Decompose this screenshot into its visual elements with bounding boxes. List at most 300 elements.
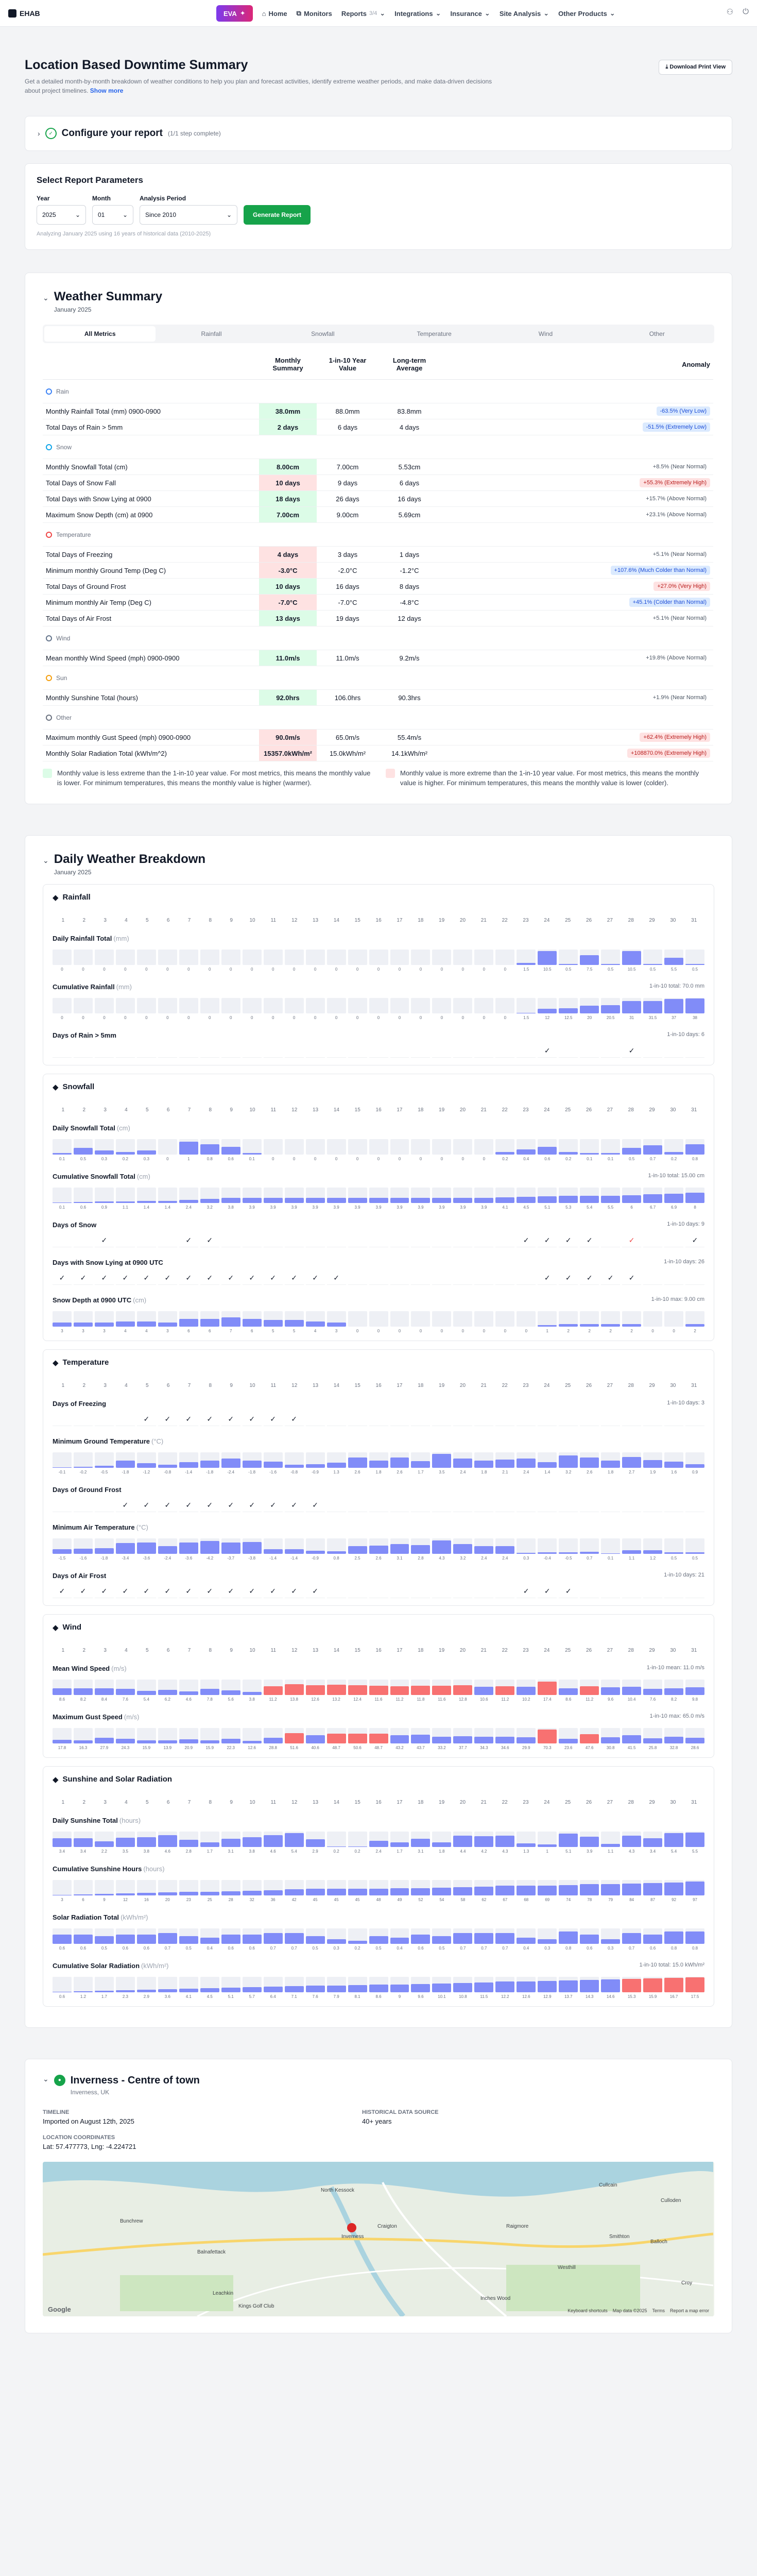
bar: [411, 1680, 430, 1695]
bar: [95, 1977, 114, 1992]
day-flag: ✓: [53, 1587, 72, 1598]
monthly-value: 8.00cm: [259, 459, 317, 475]
bar-value: 0: [61, 1015, 63, 1020]
show-more-link[interactable]: Show more: [90, 87, 124, 94]
bar-value: 5: [293, 1328, 296, 1333]
bar: [200, 1538, 219, 1554]
bar-value: 0.7: [460, 1945, 466, 1951]
bar-value: 7.8: [207, 1697, 213, 1702]
row-label: Daily Sunshine Total: [53, 1816, 118, 1824]
day-number: 8: [209, 1647, 212, 1653]
configure-report-card[interactable]: [25, 116, 732, 151]
bar: [264, 1832, 283, 1847]
day-flag: ✓: [243, 1274, 262, 1285]
tab-5[interactable]: Other: [649, 330, 665, 337]
bar-value: 0.8: [207, 1156, 213, 1161]
app-logo[interactable]: EHAB: [8, 9, 40, 18]
day-number: 15: [354, 1647, 360, 1653]
bar: [116, 1452, 135, 1468]
day-flag: [685, 1415, 704, 1426]
chevron-down-icon: ⌄: [609, 9, 615, 17]
location-map[interactable]: [43, 2162, 714, 2316]
chevron-down-icon[interactable]: ⌄: [43, 2074, 49, 2083]
group-header: Rain: [43, 380, 713, 403]
bar: [179, 950, 198, 965]
monthly-value: -7.0°C: [259, 595, 317, 611]
location-name: Inverness - Centre of town: [70, 2074, 200, 2086]
year-select[interactable]: 2025 ⌄: [37, 205, 86, 225]
day-number: 24: [544, 1107, 550, 1113]
day-flag: [580, 1415, 599, 1426]
bar-value: 1.8: [439, 1849, 445, 1854]
summary-legend: [25, 761, 732, 804]
bar-value: 0.2: [354, 1945, 360, 1951]
bar-value: 70.3: [543, 1745, 552, 1750]
anomaly-badge: +1.9% (Near Normal): [652, 694, 707, 701]
bar-value: 0: [103, 1015, 106, 1020]
bar-value: 7.1: [291, 1994, 297, 1999]
bar: [221, 1832, 240, 1847]
one-in-ten-value: 9 days: [317, 475, 378, 491]
bar-value: 17.8: [58, 1745, 66, 1750]
bar: [432, 950, 451, 965]
day-number: 27: [607, 1647, 613, 1653]
day-flag: [517, 1046, 536, 1058]
day-flag: [200, 1046, 219, 1058]
one-in-ten-value: 65.0m/s: [317, 730, 378, 745]
bar: [559, 950, 578, 965]
map-credit[interactable]: Keyboard shortcuts: [567, 2308, 608, 2313]
bar: [74, 1139, 93, 1155]
day-flag: [517, 1274, 536, 1285]
bar: [622, 1311, 641, 1327]
bar-value: 0: [271, 1156, 274, 1161]
user-icon[interactable]: ⚇: [726, 8, 734, 16]
bar-value: 8.6: [375, 1994, 382, 1999]
bar-value: 2.6: [354, 1469, 360, 1475]
metric-name: Mean monthly Wind Speed (mph) 0900-0900: [43, 650, 259, 666]
day-flag: [664, 1236, 683, 1247]
summary-row: [43, 563, 713, 579]
bar: [95, 1452, 114, 1468]
bar: [432, 1832, 451, 1847]
tab-0[interactable]: All Metrics: [44, 326, 156, 342]
day-flag: [474, 1274, 493, 1285]
day-number: 29: [649, 1647, 655, 1653]
bar-value: -3.4: [122, 1555, 129, 1561]
configure-meta: (1/1 step complete): [168, 130, 221, 137]
bar: [685, 950, 704, 965]
bar-value: 36: [270, 1897, 276, 1902]
bar: [685, 1977, 704, 1992]
bar-value: 0.6: [544, 1156, 550, 1161]
bar-value: 12.4: [353, 1697, 362, 1702]
day-number: 31: [691, 1799, 697, 1805]
bar-value: 0.1: [587, 1156, 593, 1161]
day-number: 28: [628, 1647, 634, 1653]
bar-value: 0.2: [671, 1156, 677, 1161]
tab-4[interactable]: Wind: [538, 330, 553, 337]
bar: [179, 1188, 198, 1203]
bar: [580, 1832, 599, 1847]
day-flag: [538, 1415, 557, 1426]
day-flag: ✓: [137, 1501, 156, 1512]
row-label: Cumulative Solar Radiation: [53, 1961, 140, 1970]
day-number: 9: [230, 1647, 233, 1653]
day-flag: [95, 1501, 114, 1512]
nav-site-analysis[interactable]: Site Analysis ⌄: [499, 9, 549, 18]
day-flag: [643, 1236, 662, 1247]
bar: [74, 1311, 93, 1327]
day-number: 6: [166, 1647, 170, 1653]
bar: [285, 1832, 304, 1847]
nav-home[interactable]: ⌂ Home: [262, 9, 287, 18]
day-number: 5: [146, 917, 149, 923]
day-flag: [411, 1501, 430, 1512]
bar: [601, 1311, 620, 1327]
bar-value: -1.8: [122, 1469, 129, 1475]
day-flag: [474, 1415, 493, 1426]
bar: [432, 1139, 451, 1155]
bar-value: -0.2: [79, 1469, 87, 1475]
bar: [158, 1139, 177, 1155]
day-number: 3: [104, 1799, 107, 1805]
year-label: Year: [37, 195, 50, 202]
day-flag: ✓: [200, 1415, 219, 1426]
bar-value: 2.6: [397, 1469, 403, 1475]
day-flag: [116, 1415, 135, 1426]
bar-value: 0: [398, 967, 401, 972]
bar: [221, 950, 240, 965]
generate-report-button[interactable]: Generate Report: [244, 205, 311, 225]
bar-value: 28.8: [269, 1745, 277, 1750]
bar: [137, 1188, 156, 1203]
bar-value: 0.4: [523, 1156, 529, 1161]
bar-value: 37.7: [459, 1745, 467, 1750]
bar-value: 11.2: [395, 1697, 404, 1702]
nav-reports[interactable]: Reports 3/4 ⌄: [341, 9, 386, 18]
bar: [306, 1538, 325, 1554]
bar-value: 17.4: [543, 1697, 552, 1702]
bar-value: 13.8: [290, 1697, 298, 1702]
row-unit: (°C): [151, 1437, 164, 1445]
bar: [327, 1452, 346, 1468]
tab-3[interactable]: Temperature: [417, 330, 452, 337]
bar: [495, 950, 514, 965]
bar: [538, 1680, 557, 1695]
map-place-label: Raigmore: [506, 2223, 529, 2229]
metric-name: Total Days of Air Frost: [43, 611, 259, 626]
bar-value: 0: [230, 1015, 232, 1020]
bar: [601, 998, 620, 1013]
chevron-down-icon[interactable]: ⌄: [43, 856, 49, 865]
bar-value: 49: [397, 1897, 402, 1902]
bar-value: 51.6: [290, 1745, 298, 1750]
bar: [643, 1311, 662, 1327]
bar-value: 0.5: [671, 1555, 677, 1561]
nav-insurance[interactable]: Insurance ⌄: [450, 9, 490, 18]
bar: [221, 1188, 240, 1203]
bar: [495, 1538, 514, 1554]
day-flag: [664, 1046, 683, 1058]
bar-value: 0: [124, 967, 127, 972]
top-right-icons: [727, 7, 749, 16]
map-credit[interactable]: Map data ©2025: [612, 2308, 647, 2313]
bar: [327, 1188, 346, 1203]
row-label: Cumulative Rainfall: [53, 982, 115, 991]
row-unit: (°C): [136, 1523, 148, 1531]
bar: [348, 1139, 367, 1155]
group-icon: [46, 388, 52, 395]
bar: [179, 1728, 198, 1743]
bar: [538, 1452, 557, 1468]
day-number: 22: [502, 1382, 508, 1388]
bar: [601, 1188, 620, 1203]
day-flag: [664, 1415, 683, 1426]
bar: [179, 998, 198, 1013]
bar: [664, 1311, 683, 1327]
bar: [643, 1680, 662, 1695]
chevron-down-icon[interactable]: ⌄: [43, 294, 49, 302]
row-unit: (cm): [133, 1296, 147, 1304]
day-number: 19: [439, 1382, 445, 1388]
bar: [200, 1880, 219, 1895]
bar-value: 0.1: [608, 1156, 614, 1161]
day-number: 22: [502, 917, 508, 923]
day-flag: [601, 1236, 620, 1247]
day-flag: [601, 1415, 620, 1426]
bar-value: 4.5: [523, 1205, 529, 1210]
bar: [453, 1452, 472, 1468]
map-place-label: Bunchrew: [120, 2218, 143, 2224]
bar: [53, 1139, 72, 1155]
anomaly-badge: +45.1% (Colder than Normal): [629, 598, 710, 607]
nav-monitors[interactable]: ⧉ Monitors: [296, 9, 332, 18]
bar-value: 0: [271, 1015, 274, 1020]
day-number: 7: [187, 1382, 191, 1388]
bar-value: 43.2: [395, 1745, 404, 1750]
day-number: 4: [125, 1107, 128, 1113]
group-header: Snow: [43, 435, 713, 459]
tab-2[interactable]: Snowfall: [311, 330, 335, 337]
nav-integrations[interactable]: Integrations ⌄: [394, 9, 441, 18]
bar: [495, 1832, 514, 1847]
chevron-down-icon: ⌄: [122, 211, 128, 218]
nav-other-products[interactable]: Other Products ⌄: [558, 9, 615, 18]
bar: [158, 1928, 177, 1944]
summary-row: [43, 419, 713, 435]
day-flag: [264, 1236, 283, 1247]
download-print-view-button[interactable]: ⤓ Download Print View: [659, 60, 732, 75]
day-flag: [580, 1501, 599, 1512]
month-label: Month: [92, 195, 111, 202]
bar-value: 11.8: [417, 1697, 425, 1702]
map-credit[interactable]: Report a map error: [669, 2308, 709, 2313]
bar: [264, 1728, 283, 1743]
daily-row: [53, 1259, 704, 1285]
day-flag: [264, 1046, 283, 1058]
bar-value: 5.5: [692, 1849, 698, 1854]
bar: [390, 1832, 409, 1847]
bar: [538, 1928, 557, 1944]
bar: [179, 1880, 198, 1895]
day-flag: [453, 1587, 472, 1598]
bar: [432, 1928, 451, 1944]
bar-value: 0.8: [671, 1945, 677, 1951]
bar-value: 4.4: [460, 1849, 466, 1854]
day-flag: ✓: [221, 1274, 240, 1285]
day-flag: [432, 1236, 451, 1247]
bar-value: 3.9: [418, 1205, 424, 1210]
day-number: 20: [459, 917, 466, 923]
day-flag: ✓: [95, 1236, 114, 1247]
bar-value: 0: [124, 1015, 127, 1020]
bar: [495, 1452, 514, 1468]
map-place-label: Balnafettack: [197, 2249, 226, 2255]
row-unit: (hours): [119, 1816, 141, 1824]
bar-value: 1.7: [418, 1469, 424, 1475]
day-flag: [243, 1236, 262, 1247]
bar-value: 0.8: [565, 1945, 572, 1951]
bar: [685, 1188, 704, 1203]
bar: [369, 1928, 388, 1944]
bar: [243, 1832, 262, 1847]
day-flag: ✓: [538, 1274, 557, 1285]
bar: [116, 1311, 135, 1327]
bar-value: 3.9: [333, 1205, 339, 1210]
summary-subtitle: January 2025: [54, 306, 92, 313]
day-flag: ✓: [622, 1236, 641, 1247]
bar-value: 12.9: [543, 1994, 552, 1999]
day-number: 16: [375, 1107, 382, 1113]
bar: [495, 998, 514, 1013]
bar: [179, 1139, 198, 1155]
day-number: 18: [418, 1647, 424, 1653]
month-select[interactable]: 01 ⌄: [92, 205, 133, 225]
summary-row: [43, 507, 713, 523]
day-flag: ✓: [580, 1274, 599, 1285]
day-number: 19: [439, 1647, 445, 1653]
bar: [285, 1139, 304, 1155]
col-anomaly: Anomaly: [440, 349, 713, 380]
metric-tabs: [43, 325, 714, 343]
tab-1[interactable]: Rainfall: [201, 330, 222, 337]
bar: [432, 1680, 451, 1695]
col-long-term-average: Long-term Average: [378, 349, 440, 380]
bar-value: 67: [503, 1897, 508, 1902]
bar-value: 0: [293, 967, 296, 972]
day-number: 31: [691, 1107, 697, 1113]
chevron-right-icon: ›: [38, 129, 40, 138]
bar-value: 3.9: [439, 1205, 445, 1210]
bar-value: -1.2: [143, 1469, 150, 1475]
day-number: 13: [312, 917, 319, 923]
bar: [432, 1311, 451, 1327]
bar: [74, 1680, 93, 1695]
bar: [580, 1188, 599, 1203]
bar-value: 0: [398, 1156, 401, 1161]
row-unit: (kWh/m²): [141, 1961, 169, 1970]
bar-value: 0: [166, 1156, 169, 1161]
bar-value: 15.3: [627, 1994, 636, 1999]
bar-value: 0.3: [101, 1156, 107, 1161]
eva-button[interactable]: EVA ✦: [216, 5, 253, 22]
bar: [453, 1188, 472, 1203]
metric-name: Minimum monthly Air Temp (Deg C): [43, 595, 259, 611]
bar-value: 3.9: [291, 1205, 297, 1210]
bar: [179, 1977, 198, 1992]
bar-value: 7.6: [122, 1697, 128, 1702]
bar: [95, 1880, 114, 1895]
bar: [432, 1880, 451, 1895]
metric-name: Monthly Snowfall Total (cm): [43, 459, 259, 475]
day-flag: [390, 1415, 409, 1426]
day-flag: [474, 1046, 493, 1058]
bar-value: 2.6: [375, 1555, 382, 1561]
bar-value: 5.4: [143, 1697, 149, 1702]
bar-value: 0: [356, 1015, 359, 1020]
bar: [580, 1139, 599, 1155]
legend-green-text: Monthly value is less extreme than the 1-in-10 year value. For most metrics, this means the monthly value is lower. For minimum temperatures, this means the monthly value is higher (warmer).: [57, 769, 371, 787]
bar: [685, 1680, 704, 1695]
bar-value: 3.6: [164, 1994, 170, 1999]
bar: [369, 1880, 388, 1895]
bar-value: 0: [335, 1156, 338, 1161]
bar-value: -0.9: [312, 1469, 319, 1475]
bar-value: 12.6: [248, 1745, 256, 1750]
bar-value: 5.7: [249, 1994, 255, 1999]
bar: [137, 1139, 156, 1155]
day-number: 15: [354, 917, 360, 923]
bar-value: 2.7: [629, 1469, 635, 1475]
day-number: 3: [104, 1647, 107, 1653]
row-label: Days of Air Frost: [53, 1571, 107, 1580]
bar: [559, 1977, 578, 1992]
day-number: 24: [544, 1799, 550, 1805]
day-flag: [369, 1415, 388, 1426]
day-flag: [495, 1236, 514, 1247]
bar-value: 0.6: [59, 1945, 65, 1951]
bar-value: 3: [103, 1328, 106, 1333]
day-flag: ✓: [306, 1587, 325, 1598]
map-credit[interactable]: Terms: [652, 2308, 665, 2313]
power-icon[interactable]: ⏻: [743, 7, 749, 16]
one-in-ten-value: 3 days: [317, 547, 378, 563]
bar: [285, 1452, 304, 1468]
daily-row: [53, 1523, 704, 1561]
bar: [390, 950, 409, 965]
bar-value: 0: [356, 1328, 359, 1333]
day-number: 3: [104, 1382, 107, 1388]
bar-value: 87: [650, 1897, 656, 1902]
bar: [664, 1680, 683, 1695]
bar: [538, 1538, 557, 1554]
analysis-period-select[interactable]: Since 2010 ⌄: [140, 205, 237, 225]
bar-value: 11.6: [438, 1697, 446, 1702]
bar: [369, 1188, 388, 1203]
bar: [622, 1188, 641, 1203]
bar: [95, 1832, 114, 1847]
bar: [411, 1977, 430, 1992]
day-number: 24: [544, 917, 550, 923]
day-flag: ✓: [158, 1587, 177, 1598]
configure-title: Configure your report: [61, 128, 163, 139]
day-number: 11: [270, 917, 277, 923]
bar: [285, 1977, 304, 1992]
bar-value: 0: [504, 967, 507, 972]
bar: [243, 998, 262, 1013]
page-content: [25, 27, 732, 2333]
